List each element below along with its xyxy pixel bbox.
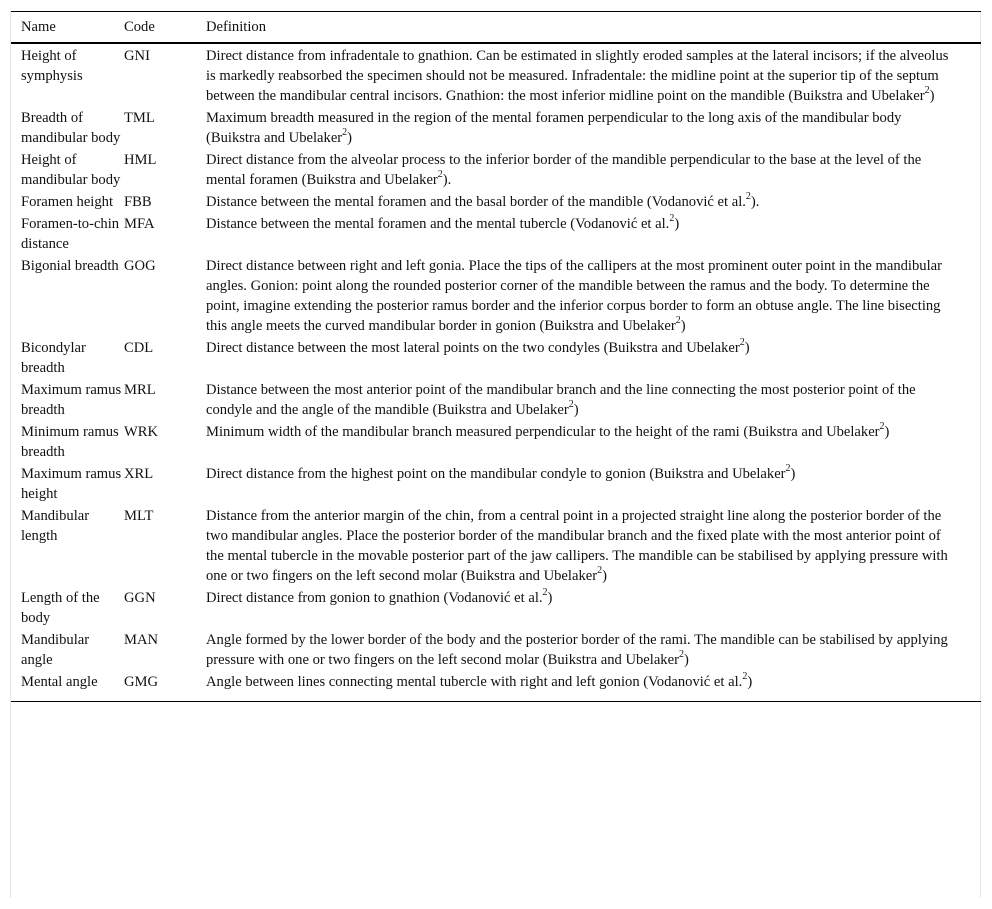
cell-name: Minimum ramus breadth (21, 424, 119, 460)
table-row (11, 379, 981, 421)
cell-code: XRL (124, 466, 154, 482)
cell-name: Length of the body (21, 590, 100, 626)
cell-code: GMG (124, 674, 159, 690)
cell-definition (206, 213, 981, 255)
table-row (11, 463, 981, 505)
cell-name: Height of mandibular body (21, 152, 121, 188)
definition-text: Minimum width of the mandibular branch measured perpendicular to the height of the rami (Buikstra and Ubelaker (206, 424, 880, 440)
cell-definition (206, 255, 981, 337)
definition-tail: ) (573, 402, 579, 418)
cell-name: Mandibular length (21, 508, 90, 544)
table-row (11, 191, 981, 213)
definition-tail: ) (547, 590, 553, 606)
reference-superscript: 2 (568, 399, 574, 411)
table-row (11, 337, 981, 379)
cell-definition (206, 463, 981, 505)
reference-superscript: 2 (675, 315, 681, 327)
table-row (11, 213, 981, 255)
table-row (11, 149, 981, 191)
column-header-definition: Definition (206, 19, 266, 35)
cell-code: HML (124, 152, 157, 168)
cell-definition (206, 671, 981, 702)
cell-name: Maximum ramus breadth (21, 382, 122, 418)
definition-text: Direct distance between right and left gonia. Place the tips of the callipers at the most prominent outer point in the mandibular angles. Gonion: point along the rounded posterior corner of the mandible between the ramus and the body. To determine the point, imagine extending the posterior ramus border and the inferior corpus border to form an obtuse angle. The line bisecting this angle meets the curved mandibular border in gonion (Buikstra and Ubelaker (206, 258, 942, 334)
table-row (11, 629, 981, 671)
cell-name: Height of symphysis (21, 48, 83, 84)
reference-superscript: 2 (669, 213, 675, 225)
cell-name: Bicondylar breadth (21, 340, 86, 376)
definition-text: Direct distance from the alveolar process to the inferior border of the mandible perpendicular to the base at the level of the mental foramen (Buikstra and Ubelaker (206, 152, 922, 188)
definition-tail: ) (747, 674, 753, 690)
cell-code: WRK (124, 424, 159, 440)
definition-tail: ) (674, 216, 680, 232)
reference-superscript: 2 (542, 587, 548, 599)
definition-tail: ). (442, 172, 452, 188)
cell-code: MFA (124, 216, 155, 232)
cell-name: Foramen-to-chin distance (21, 216, 120, 252)
cell-code: MAN (124, 632, 159, 648)
reference-superscript: 2 (678, 649, 684, 661)
column-header-name: Name (21, 19, 56, 35)
table-row (11, 505, 981, 587)
reference-superscript: 2 (785, 463, 791, 475)
definition-text: Direct distance from the highest point on the mandibular condyle to gonion (Buikstra and Ubelaker (206, 466, 786, 482)
definition-text: Distance between the mental foramen and the mental tubercle (Vodanović et al. (206, 216, 670, 232)
definition-text: Direct distance from infradentale to gnathion. Can be estimated in slightly eroded samples at the lateral incisors; if the alveolus is markedly reabsorbed the specimen should not be measured. Infradentale: the midline point at the superior tip of the septum between the mandibular central incisors. Gnathion: the most inferior midline point on the mandible (Buikstra and Ubelaker (206, 48, 949, 104)
definition-text: Angle formed by the lower border of the body and the posterior border of the rami. The mandible can be stabilised by applying pressure with one or two fingers on the left second molar (Buikstra and Ubelaker (206, 632, 948, 668)
cell-code: GNI (124, 48, 150, 64)
reference-superscript: 2 (597, 565, 603, 577)
table-row (11, 671, 981, 702)
cell-definition (206, 149, 981, 191)
table-row (11, 421, 981, 463)
definition-tail: ). (750, 194, 760, 210)
definition-tail: ) (680, 318, 686, 334)
definition-tail: ) (683, 652, 689, 668)
reference-superscript: 2 (437, 169, 443, 181)
reference-superscript: 2 (739, 337, 745, 349)
definition-tail: ) (744, 340, 750, 356)
cell-name: Mental angle (21, 674, 98, 690)
definition-tail: ) (602, 568, 607, 584)
reference-superscript: 2 (745, 191, 751, 203)
cell-definition (206, 379, 981, 421)
cell-name: Maximum ramus height (21, 466, 122, 502)
cell-definition (206, 587, 981, 629)
cell-code: MLT (124, 508, 154, 524)
reference-superscript: 2 (342, 127, 348, 139)
cell-definition (206, 191, 981, 213)
definition-text: Maximum breadth measured in the region of the mental foramen perpendicular to the long axis of the mandibular body (Buikstra and Ubelaker (206, 110, 902, 146)
reference-superscript: 2 (879, 421, 885, 433)
cell-name: Mandibular angle (21, 632, 90, 668)
table-row (11, 587, 981, 629)
definition-text: Distance from the anterior margin of the chin, from a central point in a projected straight line along the posterior border of the two mandibular angles. Place the posterior border of the mandibular branch and the fixed plate with the most anterior point of the mental tubercle in the movable posterior part of the jaw callipers. The mandible can be stabilised by applying pressure with one or two fingers on the left second molar (Buikstra and Ubelaker (206, 508, 948, 584)
cell-name: Bigonial breadth (21, 258, 119, 274)
cell-name: Breadth of mandibular body (21, 110, 121, 146)
definition-text: Distance between the most anterior point of the mandibular branch and the line connecting the most posterior point of the condyle and the angle of the mandible (Buikstra and Ubelaker (206, 382, 916, 418)
table-row (11, 107, 981, 149)
cell-definition (206, 505, 981, 587)
table-body (11, 43, 981, 702)
header-row (11, 12, 981, 44)
definition-tail: ) (929, 88, 935, 104)
column-header-code: Code (124, 19, 155, 35)
definition-tail: ) (347, 130, 353, 146)
definition-text: Distance between the mental foramen and the basal border of the mandible (Vodanović et al. (206, 194, 746, 210)
cell-definition (206, 337, 981, 379)
definition-text: Direct distance from gonion to gnathion (Vodanović et al. (206, 590, 543, 606)
cell-code: GOG (124, 258, 156, 274)
definition-tail: ) (790, 466, 796, 482)
cell-definition (206, 43, 981, 107)
cell-definition (206, 107, 981, 149)
cell-definition (206, 629, 981, 671)
reference-superscript: 2 (924, 85, 930, 97)
cell-code: TML (124, 110, 155, 126)
definition-text: Angle between lines connecting mental tubercle with right and left gonion (Vodanović et al. (206, 674, 743, 690)
cell-name: Foramen height (21, 194, 114, 210)
cell-code: MRL (124, 382, 156, 398)
table-row (11, 255, 981, 337)
cell-code: FBB (124, 194, 152, 210)
table-row (11, 43, 981, 107)
table-header (11, 12, 981, 44)
cell-definition (206, 421, 981, 463)
definition-tail: ) (884, 424, 890, 440)
definitions-table (11, 11, 981, 702)
definition-text: Direct distance between the most lateral points on the two condyles (Buikstra and Ubelaker (206, 340, 740, 356)
reference-superscript: 2 (742, 671, 748, 683)
cell-code: GGN (124, 590, 156, 606)
cell-code: CDL (124, 340, 154, 356)
